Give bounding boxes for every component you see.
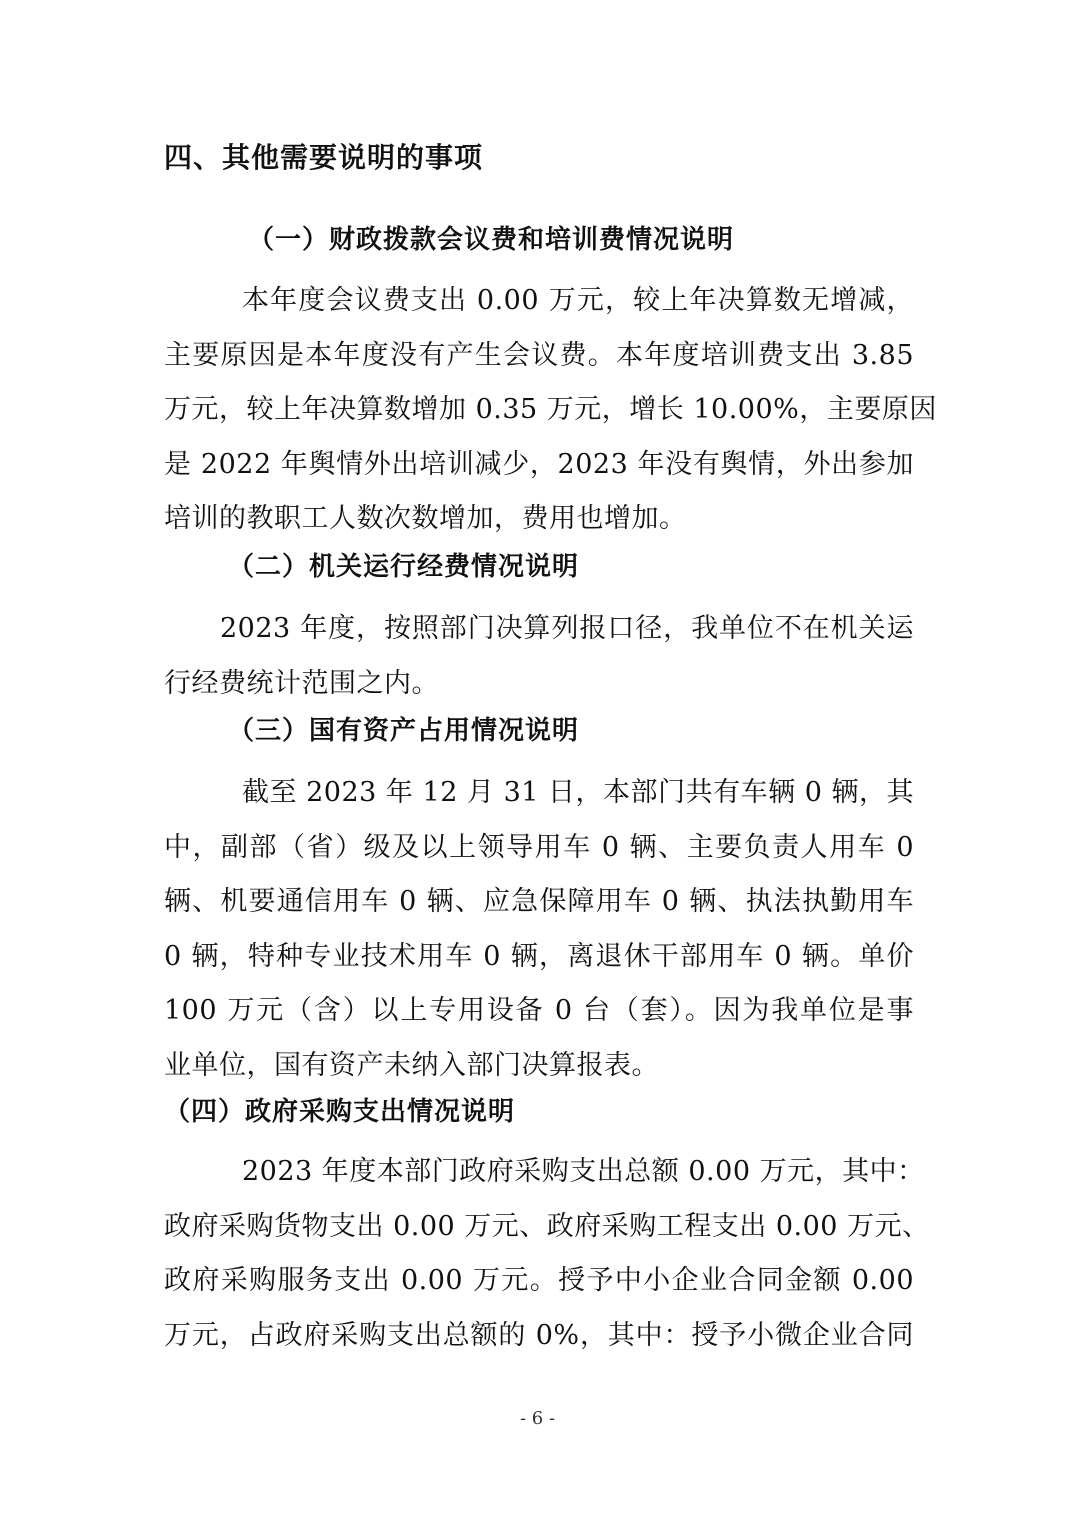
text-line: 政府采购服务支出 0.00 万元。授予中小企业合同金额 0.00: [164, 1265, 914, 1296]
paragraph-state-assets: [164, 766, 914, 1093]
text-line: 行经费统计范围之内。: [164, 667, 439, 699]
text-line: 100 万元（含）以上专用设备 0 台（套）。因为我单位是事: [164, 995, 914, 1026]
text-line: 培训的教职工人数次数增加，费用也增加。: [164, 503, 687, 534]
subsection-title-procurement: （四）政府采购支出情况说明: [164, 1097, 516, 1127]
text-line: 是 2022 年舆情外出培训减少，2023 年没有舆情，外出参加: [164, 448, 914, 480]
page-number: - 6 -: [519, 1408, 556, 1429]
subsection-title-operating-funds: （二）机关运行经费情况说明: [228, 552, 580, 582]
text-line: 中，副部（省）级及以上领导用车 0 辆、主要负责人用车 0: [164, 831, 914, 863]
text-line: 业单位，国有资产未纳入部门决算报表。: [164, 1049, 659, 1081]
text-line: 截至 2023 年 12 月 31 日，本部门共有车辆 0 辆，其: [242, 777, 914, 808]
text-line: 0 辆，特种专业技术用车 0 辆，离退休干部用车 0 辆。单价: [164, 940, 914, 972]
text-line: 2023 年度，按照部门决算列报口径，我单位不在机关运: [220, 613, 914, 644]
text-line: 辆、机要通信用车 0 辆、应急保障用车 0 辆、执法执勤用车: [164, 886, 914, 917]
text-line: 万元，较上年决算数增加 0.35 万元，增长 10.00%，主要原因: [164, 394, 937, 425]
text-line: 万元，占政府采购支出总额的 0%，其中：授予小微企业合同: [164, 1319, 914, 1351]
text-line: 政府采购货物支出 0.00 万元、政府采购工程支出 0.00 万元、: [164, 1210, 930, 1242]
text-line: 主要原因是本年度没有产生会议费。本年度培训费支出 3.85: [164, 339, 914, 371]
paragraph-operating-funds: [164, 602, 914, 711]
text-line: 本年度会议费支出 0.00 万元，较上年决算数无增减，: [242, 285, 914, 316]
text-line: 2023 年度本部门政府采购支出总额 0.00 万元，其中：: [242, 1156, 925, 1187]
paragraph-meeting-training: [164, 274, 937, 547]
section-heading: 四、其他需要说明的事项: [164, 141, 484, 174]
subsection-title-meeting-training: （一）财政拨款会议费和培训费情况说明: [248, 225, 735, 255]
subsection-title-state-assets: （三）国有资产占用情况说明: [228, 716, 580, 746]
paragraph-procurement: [164, 1145, 930, 1363]
